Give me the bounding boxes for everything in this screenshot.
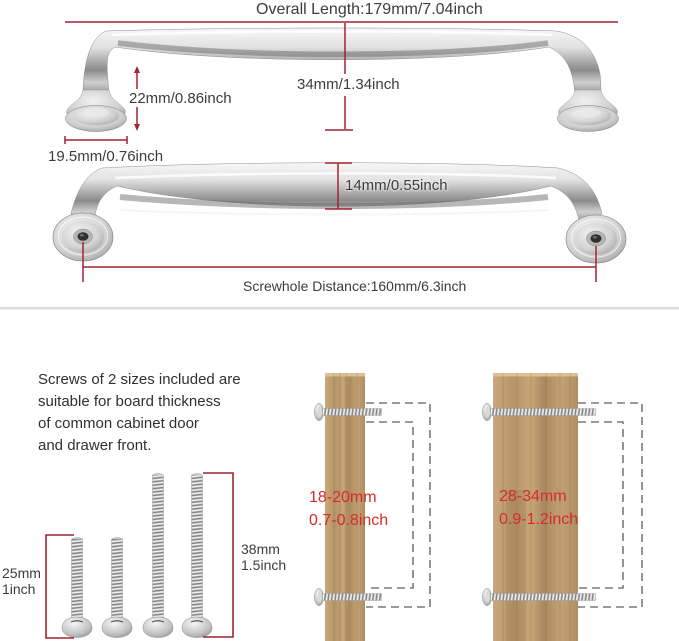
long-screw-1 [143, 474, 173, 638]
screw-description [38, 369, 241, 457]
screwhole-distance-label: Screwhole Distance:160mm/6.3inch [243, 278, 467, 294]
screw-description-line: and drawer front. [38, 437, 152, 454]
screw-description-line: Screws of 2 sizes included are [38, 371, 241, 388]
short-screw-inch-label: 1inch [2, 581, 36, 597]
long-screw-mm-label: 38mm [241, 541, 280, 557]
handle-outline-dashed [578, 403, 642, 607]
thick-board-illustration [482, 373, 642, 641]
handle-bottom-view-illustration [53, 163, 626, 263]
thin-board-inch-label: 0.7-0.8inch [309, 512, 389, 529]
handle-height-label: 34mm/1.34inch [297, 76, 400, 93]
overall-length-label: Overall Length:179mm/7.04inch [256, 1, 483, 18]
short-screw-mm-label: 25mm [2, 565, 41, 581]
section-divider [0, 307, 679, 309]
short-screw-1 [62, 538, 92, 638]
thick-board-inch-label: 0.9-1.2inch [499, 511, 579, 528]
long-screw-inch-label: 1.5inch [241, 557, 287, 573]
screws-illustration [46, 473, 233, 638]
screw-description-line: suitable for board thickness [38, 393, 221, 410]
thin-board-illustration [314, 373, 430, 641]
handle-right-base [558, 90, 619, 132]
bar-thickness-label: 14mm/0.55inch [345, 177, 448, 194]
handle-left-base [66, 90, 127, 132]
long-screw-2 [182, 474, 212, 638]
thin-board-mm-label: 18-20mm [309, 489, 377, 506]
end-height-label: 22mm/0.86inch [129, 90, 232, 107]
base-diameter-line [65, 136, 127, 144]
short-screw-2 [102, 538, 132, 638]
screw-description-line: of common cabinet door [38, 415, 199, 432]
thick-board-mm-label: 28-34mm [499, 488, 567, 505]
base-diameter-label: 19.5mm/0.76inch [48, 148, 164, 165]
screwhole-distance-line [83, 242, 596, 282]
long-screw-length-bracket [203, 473, 233, 637]
